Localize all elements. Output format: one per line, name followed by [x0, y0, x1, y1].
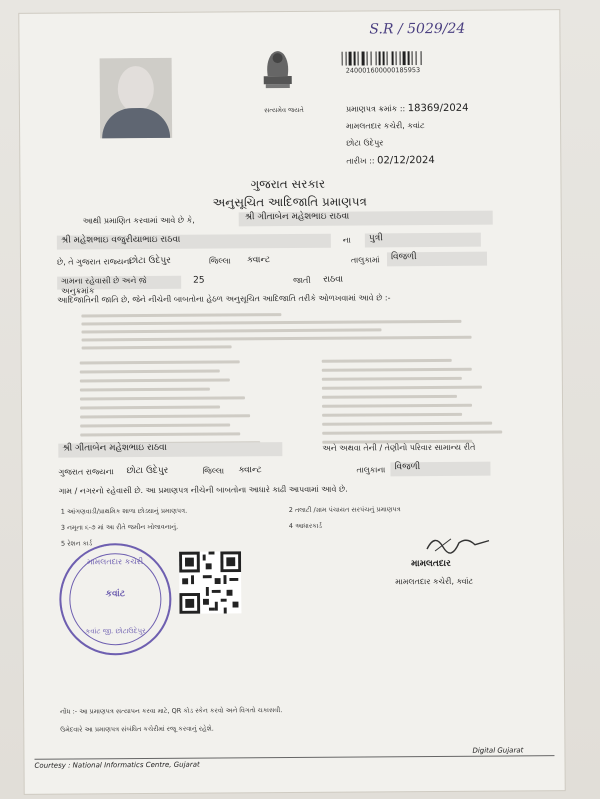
cert-no: 18369/2024 — [407, 102, 469, 115]
tribe-orders-right — [322, 352, 523, 449]
village2-value: વિજળી — [390, 462, 490, 477]
taluka-value: ક્વાન્ટ — [246, 255, 271, 266]
caste-label: જાતી — [293, 275, 311, 285]
tribe-orders-left — [80, 354, 281, 451]
seal-top-text: મામલતદાર કચેરી — [86, 557, 144, 567]
handwritten-reference: S.R / 5029/24 — [369, 20, 466, 38]
document-item-5: 5 રેશન કાર્ડ — [60, 539, 93, 548]
emblem-caption: સત્યમેવ જયતે — [264, 105, 304, 115]
footer-digital-gujarat: Digital Gujarat — [472, 746, 524, 755]
applicant-name: શ્રી ગીતાબેન મહેશભાઇ રાઠવા — [239, 211, 493, 227]
resident-of-label: છે, તે ગુજરાત રાજ્યના — [56, 257, 132, 267]
officer-designation: મામલતદાર — [411, 558, 451, 570]
officer-signature — [423, 531, 493, 555]
father-name: શ્રી મહેશભાઇ વજુરીયાભાઇ રાઠવા — [57, 234, 331, 250]
relation-suffix: ના — [342, 235, 351, 245]
qr-code-icon — [179, 550, 241, 614]
village-value: વિજળી — [387, 252, 487, 267]
document-item-4: 4 આધારકાર્ડ — [288, 521, 322, 531]
date-row — [346, 155, 434, 167]
taluka2-value: ક્વાન્ટ — [238, 465, 262, 476]
barcode-number: 240001600000185953 — [345, 66, 421, 75]
applicant-photo — [100, 58, 173, 139]
note-line-1: નોંધ :- આ પ્રમાણપત્ર સત્યાપન કરવા માટે, QR કોડ સ્કેન કરવો અને વિગતો ચકાસવી. — [60, 706, 283, 716]
district2-label: જિલ્લા — [202, 466, 225, 476]
footer-divider — [34, 755, 554, 760]
district-label: જિલ્લા — [208, 256, 231, 266]
document-item-3: 3 નમૂના ૬-૭ માં આ રીતે જમીન ખોલાવનાનું. — [60, 522, 179, 532]
cert-no-row — [346, 103, 469, 115]
serial-number: 25 — [193, 275, 205, 286]
govt-title: ગુજરાત સરકાર — [250, 176, 326, 192]
office-line2: છોટા ઉદેપુર — [346, 138, 384, 148]
seal-bottom-text: કવાંટ જી. છોટાઉદેપુર — [85, 627, 146, 636]
serial-label: ગામના રહેવાસી છે અને જ઼ે અનુક્રમાંક — [57, 276, 181, 290]
note-line-2: ઉમેદવારે આ પ્રમાણપત્ર સંબંધિત કચેરીમાં રજૂ કરવાનું રહેશે. — [60, 724, 214, 734]
district-value: છોટા ઉદેપુર — [128, 255, 171, 267]
state-label: ગુજરાત રાજ્યના — [58, 467, 114, 477]
caste-value: રાઠવા — [323, 274, 344, 285]
certificate-title: અનુસૂચિત આદિજાતિ પ્રમાણપત્ર — [212, 194, 367, 210]
cert-no-label: પ્રમાણપત્ર ક્રમાંક :: — [345, 104, 406, 114]
person-again: શ્રી ગીતાબેન મહેશભાઇ રાઠવા — [58, 442, 282, 458]
taluka2-label: તાલુકાના — [356, 465, 386, 475]
district2-value: છોટા ઉદેપુર — [126, 465, 169, 477]
footer-courtesy: Courtesy : National Informatics Centre, Gujarat — [34, 760, 200, 770]
officer-office: મામલતદાર કચેરી, ક્વાંટ — [395, 576, 474, 587]
document-item-2: 2 તલાટી /ગ્રામ પંચાયત સરપંચનું પ્રમાણપત્ર — [288, 505, 401, 515]
certify-intro: આથી પ્રમાણિત કરવામાં આવે છે કે, — [82, 215, 195, 226]
taluka-label: તાલુકામાં — [350, 255, 380, 265]
basis-statement: ગામ / નગરનો રહેવાસી છે. આ પ્રમાણપત્ર નીચેની બાબતોના આધારે કાઢી આપવામાં આવે છે. — [58, 484, 348, 496]
tribe-orders-list — [81, 309, 481, 355]
document-item-1: 1 આંગણવાડી/પ્રાથમિક શાળા છોડ્યાનું પ્રમાણપત્ર. — [60, 506, 188, 516]
family-clause: અને અથવા તેની / તેણીનો પરિવાર સામાન્ય રીતે — [322, 442, 476, 453]
national-emblem-icon — [258, 44, 298, 104]
relation: પુત્રી — [365, 233, 481, 248]
seal-middle-text: કવાંટ — [105, 589, 126, 600]
office-seal — [59, 543, 172, 656]
certificate-page — [19, 10, 564, 794]
barcode — [342, 51, 452, 66]
tribe-statement: આદિજાતિની જાતિ છે, જેને નીચેની બાબતોના હેઠળ અનુસૂચિત આદિજાતિ તરીકે ઓળખવામાં આવે છે :- — [57, 293, 391, 305]
date-label: તારીખ :: — [346, 156, 375, 166]
issue-date: 02/12/2024 — [377, 154, 435, 167]
office-line1: મામલતદાર કચેરી, કવાંટ — [346, 121, 425, 131]
